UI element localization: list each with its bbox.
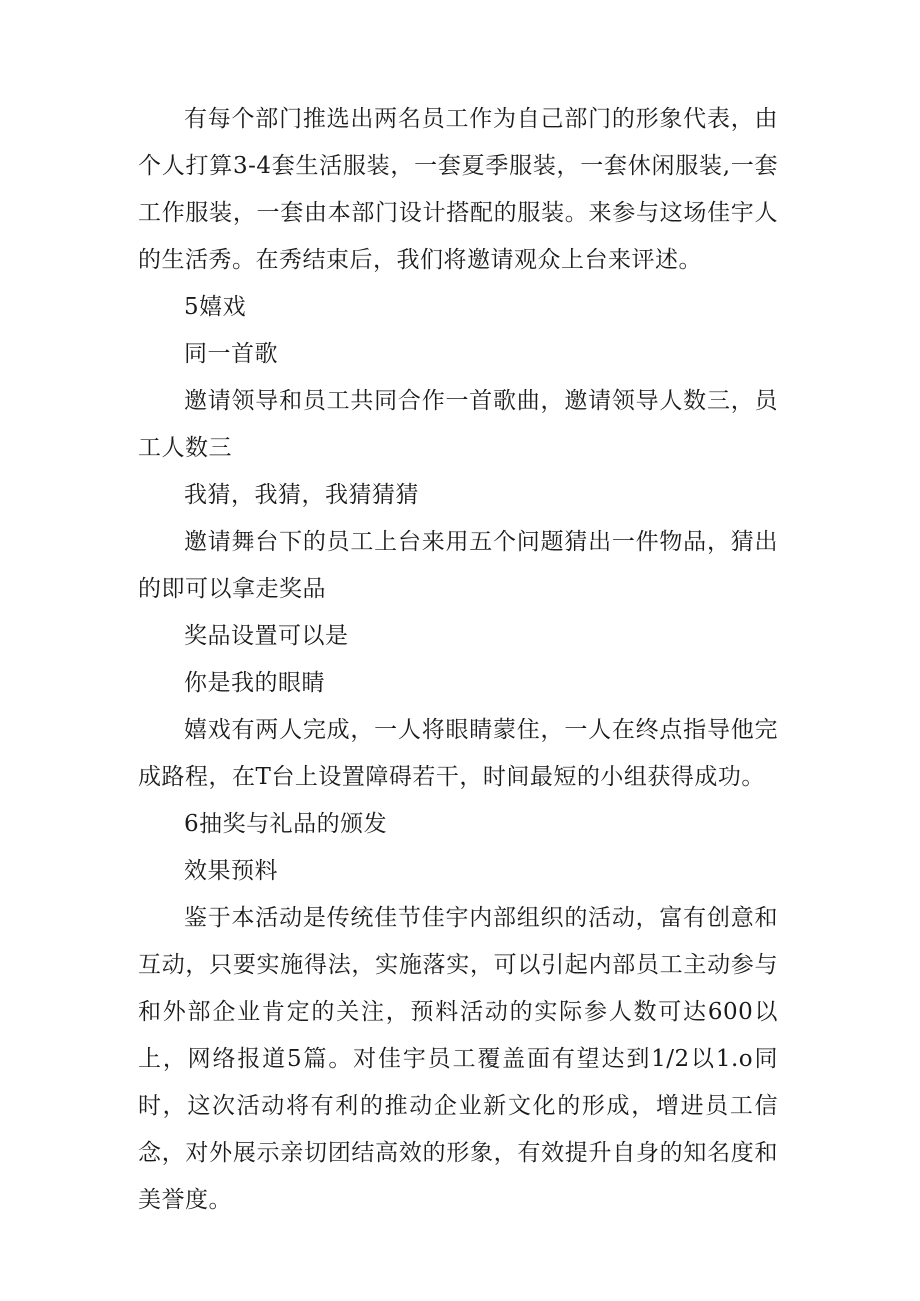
paragraph-guess: 邀请舞台下的员工上台来用五个问题猜出一件物品，猜出的即可以拿走奖品 xyxy=(138,529,778,602)
document-body xyxy=(138,96,778,1224)
section-heading-expected-effect: 效果预料 xyxy=(184,858,278,884)
paragraph-fashion-show: 有每个部门推选出两名员工作为自己部门的形象代表，由个人打算3-4套生活服装，一套夏季服装，一套休闲服装,一套工作服装，一套由本部门设计搭配的服装。来参与这场佳宇人的生活秀。在秀结束后，我们将邀请观众上台来评述。 xyxy=(138,106,778,273)
paragraph-same-song: 邀请领导和员工共同合作一首歌曲，邀请领导人数三，员工人数三 xyxy=(138,388,778,461)
paragraph-prize-setting: 奖品设置可以是 xyxy=(184,623,349,649)
paragraph-my-eyes: 嬉戏有两人完成，一人将眼睛蒙住，一人在终点指导他完成路程，在T台上设置障碍若干，时间最短的小组获得成功。 xyxy=(138,717,778,790)
game-title-guess: 我猜，我猜，我猜猜猜 xyxy=(184,482,419,508)
section-heading-games: 5嬉戏 xyxy=(184,294,247,320)
section-heading-lottery: 6抽奖与礼品的颁发 xyxy=(184,811,388,837)
game-title-same-song: 同一首歌 xyxy=(184,341,278,367)
game-title-my-eyes: 你是我的眼睛 xyxy=(184,670,325,696)
paragraph-expected-effect: 鉴于本活动是传统佳节佳宇内部组织的活动，富有创意和互动，只要实施得法，实施落实，可以引起内部员工主动参与和外部企业肯定的关注，预料活动的实际参人数可达600以上，网络报道5篇。对佳宇员工覆盖面有望达到1/2以1.o同时，这次活动将有利的推动企业新文化的形成，增进员工信念，对外展示亲切团结高效的形象，有效提升自身的知名度和美誉度。 xyxy=(138,905,778,1213)
